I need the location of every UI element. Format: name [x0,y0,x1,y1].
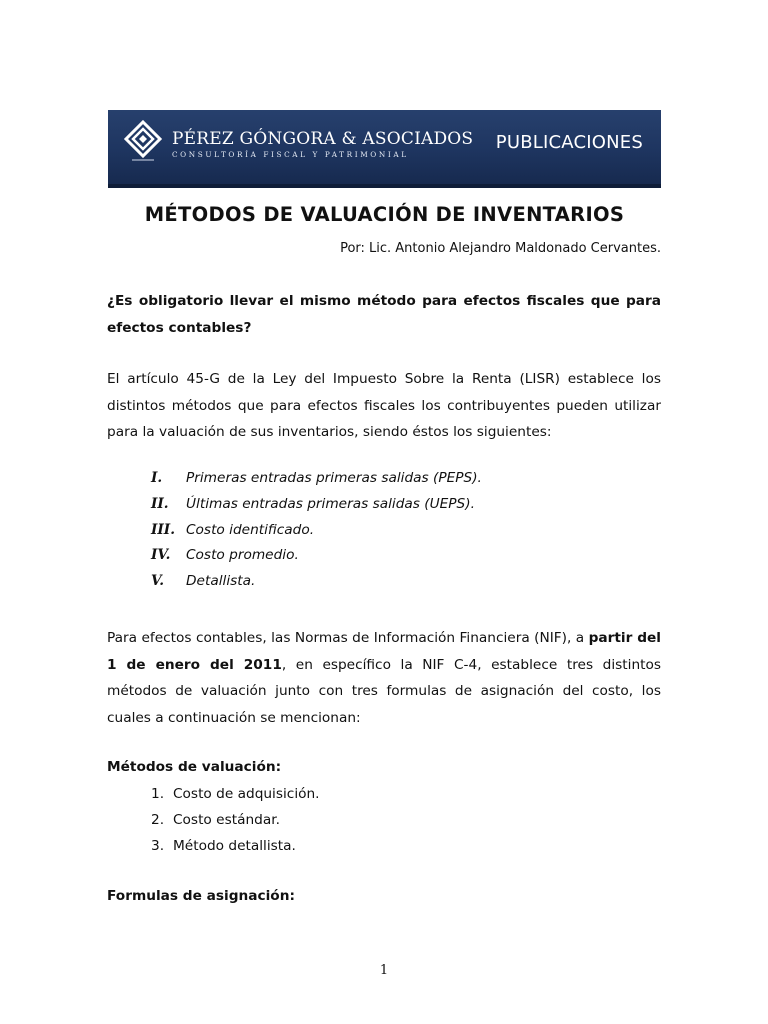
paragraph-nif-part2: , en específico la NIF C-4, establece tres distintos métodos de valuación junto con tres formulas de asignación del costo, los cuales a continuación se mencionan: [107,656,661,726]
paragraph-nif [107,625,661,731]
list-item [151,573,482,599]
section-label: PUBLICACIONES [495,132,643,153]
list-item-number: V. [151,573,164,590]
list-item-text: Costo estándar. [173,812,280,828]
valuation-methods-list [151,783,320,861]
list-item-number: 2. [151,812,165,828]
list-item-text: Método detallista. [173,838,296,854]
brand-name: PÉREZ GÓNGORA & ASOCIADOS [172,129,474,149]
brand-subtitle: CONSULTORÍA FISCAL Y PATRIMONIAL [172,150,409,159]
list-item [151,547,482,573]
list-item-number: 3. [151,838,165,854]
list-item-text: Costo promedio. [186,547,299,564]
question-heading: ¿Es obligatorio llevar el mismo método para efectos fiscales que para efectos contables? [107,293,661,336]
list-item [151,783,320,809]
list-item-text: Costo de adquisición. [173,786,320,802]
list-item [151,809,320,835]
diamond-logo-icon [124,120,162,164]
list-item-number: 1. [151,786,165,802]
paragraph-lisr: El artículo 45-G de la Ley del Impuesto Sobre la Renta (LISR) establece los distintos métodos que para efectos fiscales los contribuyentes pueden utilizar para la valuación de sus inventarios, siendo éstos los siguientes: [107,371,661,440]
paragraph-nif-date: partir del 1 de enero del 2011 [107,630,661,673]
list-item-number: III. [151,521,175,538]
author-line: Por: Lic. Antonio Alejandro Maldonado Cervantes. [340,241,661,256]
list-item [151,496,482,522]
paragraph-nif-part1: Para efectos contables, las Normas de Información Financiera (NIF), a [107,630,589,646]
fiscal-methods-list [151,470,482,599]
document-title: MÉTODOS DE VALUACIÓN DE INVENTARIOS [144,203,625,226]
list-item [151,835,320,861]
header-banner [108,110,661,188]
assignment-formulas-heading: Formulas de asignación: [107,888,295,904]
list-item-text: Primeras entradas primeras salidas (PEPS). [186,470,482,486]
list-item-number: II. [151,495,169,512]
list-item-text: Detallista. [186,573,256,590]
list-item [151,470,482,496]
list-item-number: IV. [151,547,171,564]
list-item-number: I. [151,470,163,486]
valuation-methods-heading: Métodos de valuación: [107,759,282,775]
list-item-text: Costo identificado. [186,521,315,538]
page-number: 1 [379,963,389,978]
list-item [151,522,482,548]
list-item-text: Últimas entradas primeras salidas (UEPS). [186,495,475,512]
